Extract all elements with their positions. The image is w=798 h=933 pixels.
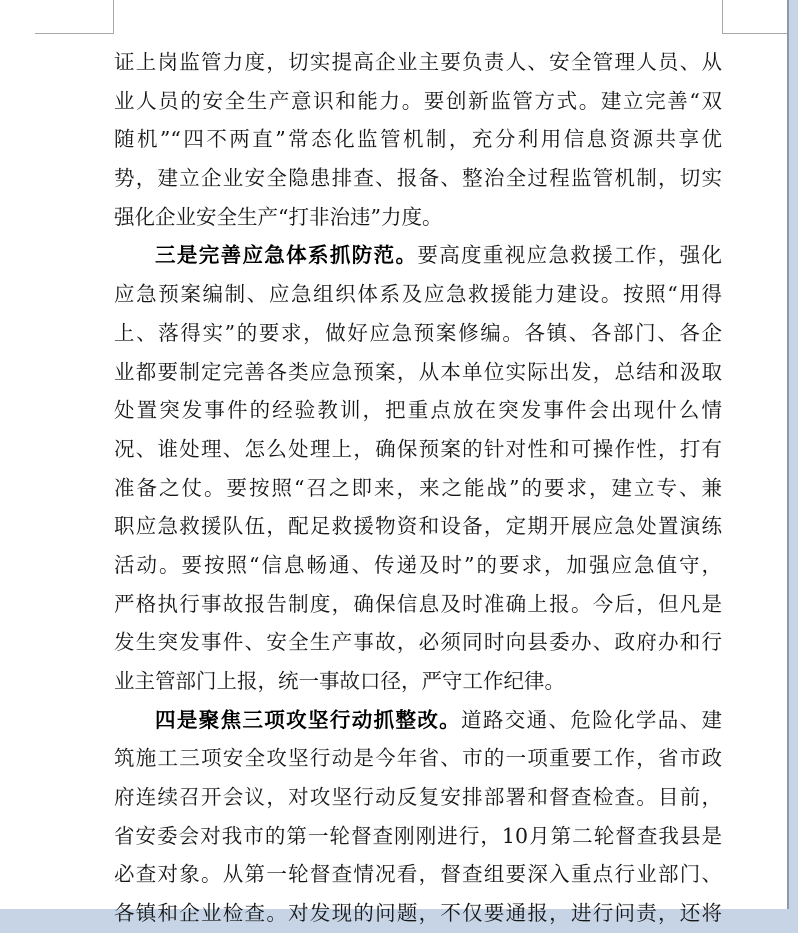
document-body <box>114 43 722 933</box>
paragraph-first-line <box>114 701 722 740</box>
paragraph-first-line <box>114 236 722 275</box>
text-line: 严格执行事故报告制度，确保信息及时准确上报。今后，但凡是 <box>114 591 722 616</box>
text-line: 业主管部门上报，统一事故口径，严守工作纪律。 <box>114 669 565 693</box>
text-line: 势，建立企业安全隐患排查、报备、整治全过程监管机制，切实 <box>114 166 722 191</box>
margin-corner-mark-top-left <box>35 0 114 34</box>
margin-corner-mark-top-right <box>722 0 788 34</box>
text-line: 随机”“四不两直”常态化监管机制，充分利用信息资源共享优 <box>114 127 722 152</box>
paragraph-text: 要高度重视应急救援工作，强化 <box>417 243 723 268</box>
text-line: 业都要制定完善各类应急预案，从本单位实际出发，总结和汲取 <box>114 359 722 384</box>
text-line: 应急预案编制、应急组织体系及应急救援能力建设。按照“用得 <box>114 282 722 307</box>
text-line: 职应急救援队伍，配足救援物资和设备，定期开展应急处置演练 <box>114 514 722 539</box>
text-line: 业人员的安全生产意识和能力。要创新监管方式。建立完善“双 <box>114 88 722 113</box>
text-line: 强化企业安全生产“打非治违”力度。 <box>114 204 443 229</box>
text-line: 发生突发事件、安全生产事故，必须同时向县委办、政府办和行 <box>114 630 722 655</box>
page-edge-divider <box>787 0 789 909</box>
text-line: 活动。要按照“信息畅通、传递及时”的要求，加强应急值守， <box>114 552 722 577</box>
text-line: 必查对象。从第一轮督查情况看，督查组要深入重点行业部门、 <box>114 862 722 887</box>
paragraph-text: 道路交通、危险化学品、建 <box>461 707 723 732</box>
paragraph-heading: 三是完善应急体系抓防范。 <box>155 243 418 268</box>
text-line: 各镇和企业检查。对发现的问题，不仅要通报，进行问责，还将 <box>114 901 722 926</box>
text-line: 府连续召开会议，对攻坚行动反复安排部署和督查检查。目前， <box>114 785 722 810</box>
text-line: 证上岗监管力度，切实提高企业主要负责人、安全管理人员、从 <box>114 50 722 74</box>
paragraph-heading: 四是聚焦三项攻坚行动抓整改。 <box>155 707 462 732</box>
text-line: 况、谁处理、怎么处理上，确保预案的针对性和可操作性，打有 <box>114 436 722 461</box>
text-line: 筑施工三项安全攻坚行动是今年省、市的一项重要工作，省市政 <box>114 746 722 771</box>
text-line: 上、落得实”的要求，做好应急预案修编。各镇、各部门、各企 <box>114 320 722 345</box>
text-line: 处置突发事件的经验教训，把重点放在突发事件会出现什么情 <box>114 398 722 423</box>
text-line: 省安委会对我市的第一轮督查刚刚进行，10月第二轮督查我县是 <box>114 823 722 848</box>
text-line: 准备之仗。要按照“召之即来，来之能战”的要求，建立专、兼 <box>114 475 722 500</box>
